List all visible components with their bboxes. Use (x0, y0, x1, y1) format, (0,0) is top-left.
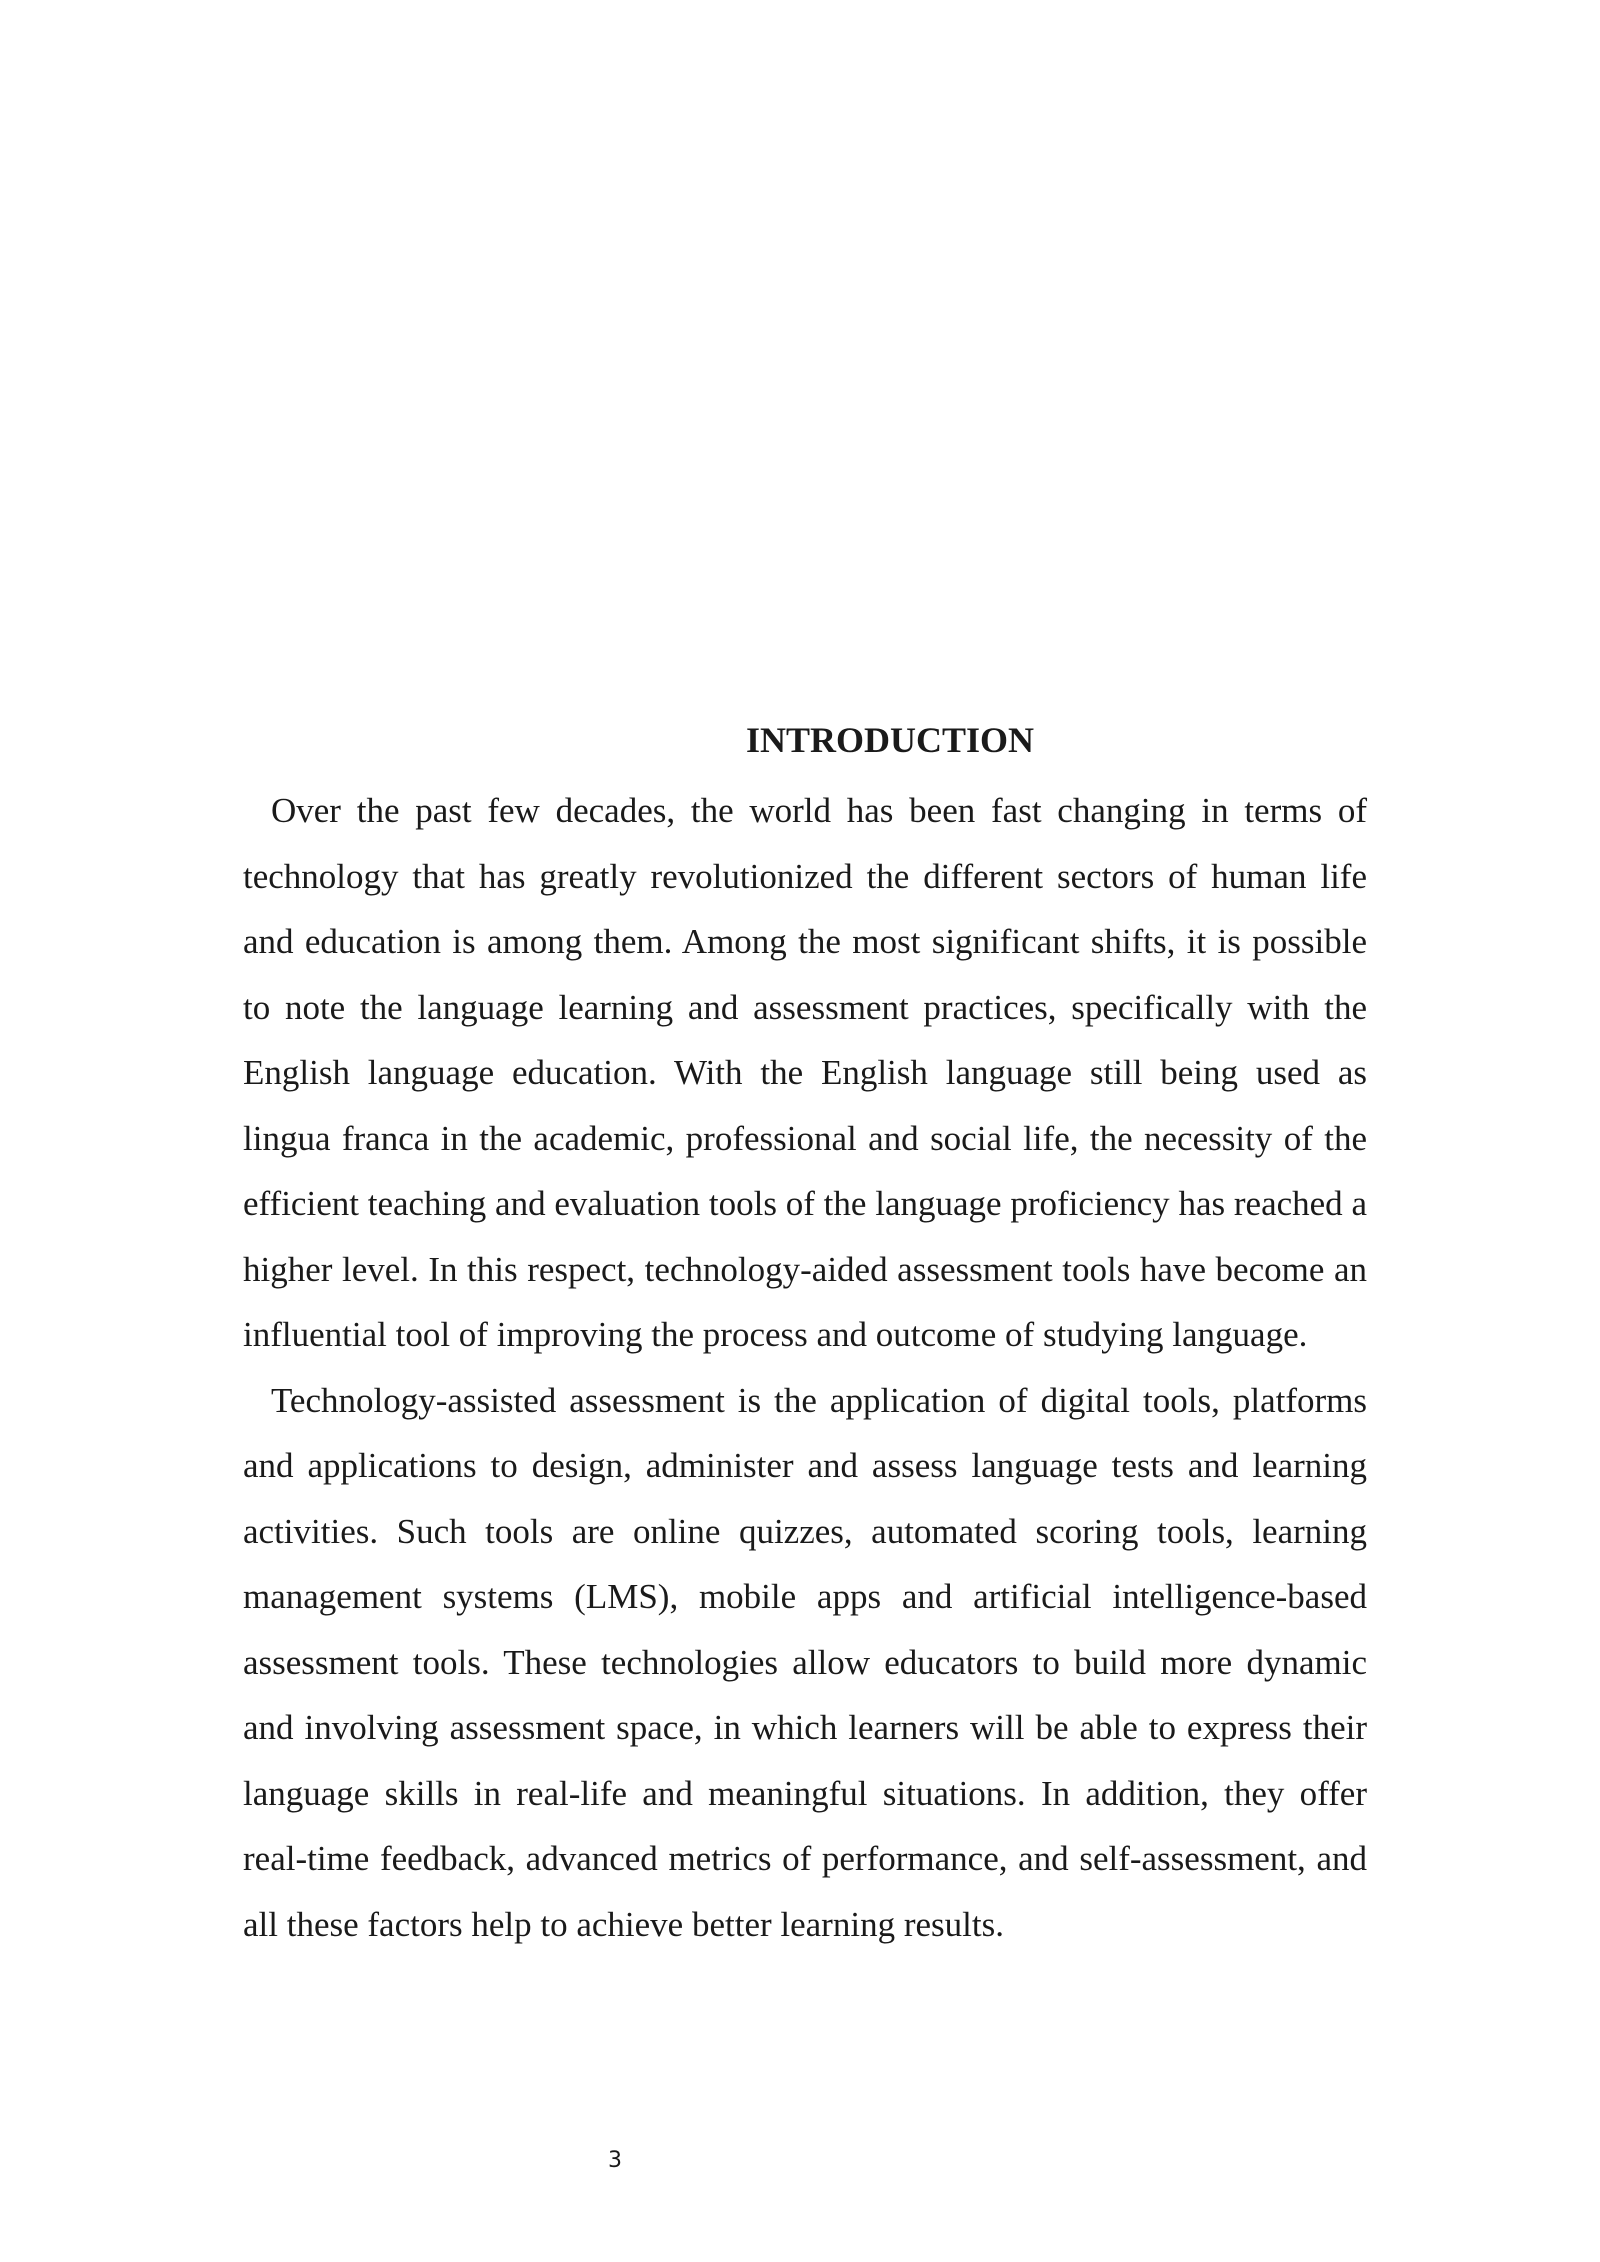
page-content (243, 714, 1367, 1957)
section-heading: INTRODUCTION (745, 720, 1035, 760)
page-number: 3 (608, 2148, 622, 2173)
paragraph-1: Over the past few decades, the world has been fast changing in terms of technology that has greatly revolutionized the different sectors of human life and education is among them. Among the most significant shifts, it is possible to note the language learning and assessment practices, specifically with the English language education. With the English language still being used as lingua franca in the academic, professional and social life, the necessity of the efficient teaching and evaluation tools of the language proficiency has reached a higher level. In this respect, technology-aided assessment tools have become an influential tool of improving the process and outcome of studying language. (243, 791, 1367, 1354)
paragraph-2: Technology-assisted assessment is the application of digital tools, platforms and applications to design, administer and assess language tests and learning activities. Such tools are online quizzes, automated scoring tools, learning management systems (LMS), mobile apps and artificial intelligence-based assessment tools. These technologies allow educators to build more dynamic and involving assessment space, in which learners will be able to express their language skills in real-life and meaningful situations. In addition, they offer real-time feedback, advanced metrics of performance, and self-assessment, and all these factors help to achieve better learning results. (243, 1380, 1367, 1944)
